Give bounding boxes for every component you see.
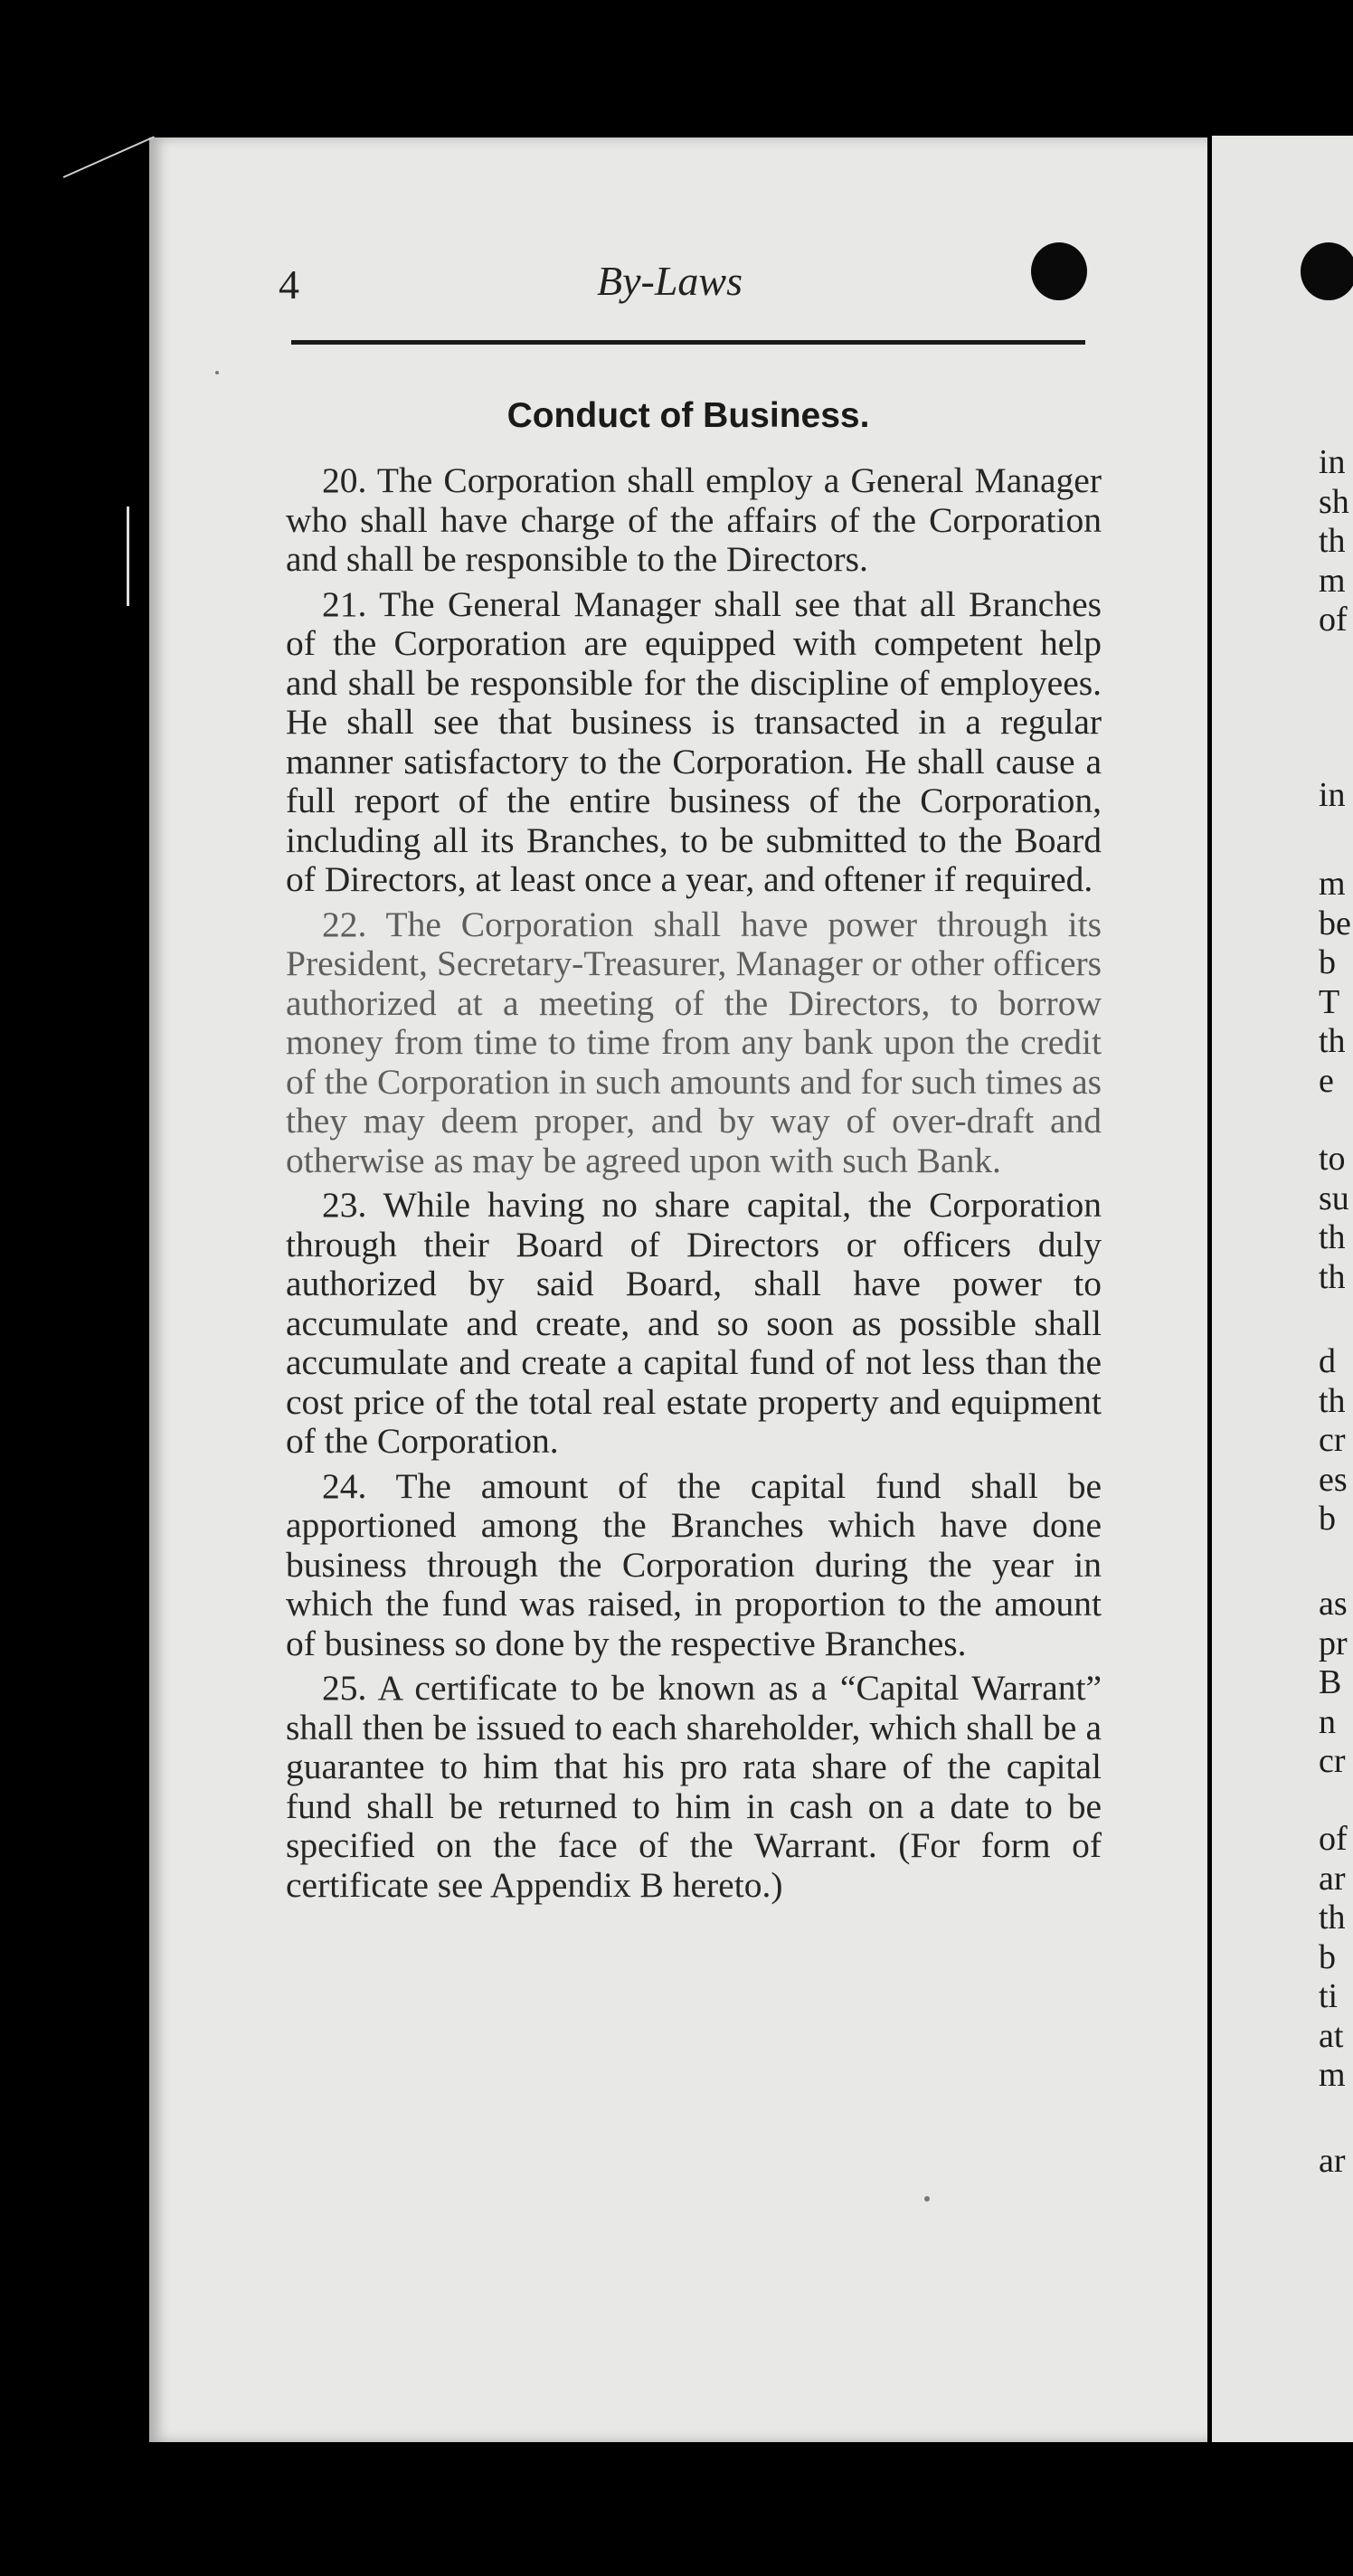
bylaw-paragraph-24	[286, 1467, 1102, 1664]
ink-speck	[215, 371, 219, 374]
paragraph-number: 25.	[322, 1668, 367, 1708]
facing-fragment: in	[1319, 776, 1346, 814]
facing-fragment: in sh th m of	[1319, 443, 1349, 639]
punch-hole-facing	[1301, 242, 1353, 300]
bylaws-text	[286, 461, 1102, 1910]
punch-hole	[1031, 242, 1087, 300]
bylaw-paragraph-21	[286, 585, 1102, 900]
paragraph-number: 24.	[322, 1465, 367, 1506]
section-heading: Conduct of Business.	[506, 396, 870, 435]
facing-fragment: m be b T th e	[1319, 865, 1351, 1100]
loose-thread	[63, 136, 155, 178]
paragraph-text: The Corporation shall employ a General Manager who shall have charge of the affairs of the Corporation and shall be responsible to the Directors.	[286, 460, 1102, 579]
paragraph-number: 23.	[322, 1185, 367, 1225]
facing-fragment: of ar th b ti at m	[1319, 1820, 1348, 2094]
facing-fragment: to su th th	[1319, 1140, 1349, 1296]
bylaw-paragraph-22	[286, 905, 1102, 1181]
page-number: 4	[279, 261, 299, 308]
header-rule	[291, 340, 1085, 345]
paragraph-number: 20.	[322, 460, 367, 500]
paragraph-text: A certificate to be known as a “Capital Warrant” shall then be issued to each shareholder, which shall be a guarantee to him that his pro rata share of the capital fund shall be returned to him in cash on a date to be specified on the face of the Warrant. (For form of certificate see Appendix B hereto.)	[286, 1668, 1102, 1905]
bylaw-paragraph-20	[286, 461, 1102, 580]
paragraph-number: 21.	[322, 583, 367, 624]
facing-fragment: as pr B n cr	[1319, 1585, 1348, 1780]
paragraph-text: The Corporation shall have power through its President, Secretary-Treasurer, Manager or other officers authorized at a meeting of the Directors, to borrow money from time to time from any bank upon the credit of the Corporation in such amounts and for such times as they may deem proper, and by way of over-draft and otherwise as may be agreed upon with such Bank.	[286, 904, 1102, 1180]
facing-fragment: d th cr es b	[1319, 1342, 1348, 1538]
paragraph-text: The General Manager shall see that all Branches of the Corporation are equipped with competent help and shall be responsible for the discipline of employees. He shall see that business is transacted in a regular manner satisfactory to the Corporation. He shall cause a full report of the entire business of the Corporation, including all its Branches, to be submitted to the Board of Directors, at least once a year, and oftener if required.	[286, 583, 1102, 899]
paragraph-text: The amount of the capital fund shall be apportioned among the Branches which have done business through the Corporation during the year in which the fund was raised, in proportion to the amount of business so done by the respective Branches.	[286, 1465, 1102, 1663]
bylaw-paragraph-23	[286, 1186, 1102, 1462]
paragraph-text: While having no share capital, the Corporation through their Board of Directors or officers duly authorized by said Board, shall have power to accumulate and create, and so soon as possible shall accumulate and create a capital fund of not less than the cost price of the total real estate property and equipment of the Corporation.	[286, 1185, 1102, 1461]
paragraph-number: 22.	[322, 904, 367, 944]
running-title: By-Laws	[597, 258, 743, 304]
ink-speck	[924, 2196, 930, 2202]
bylaw-paragraph-25	[286, 1669, 1102, 1905]
page-edge-mark	[127, 507, 129, 606]
facing-fragment: ar	[1319, 2142, 1346, 2180]
